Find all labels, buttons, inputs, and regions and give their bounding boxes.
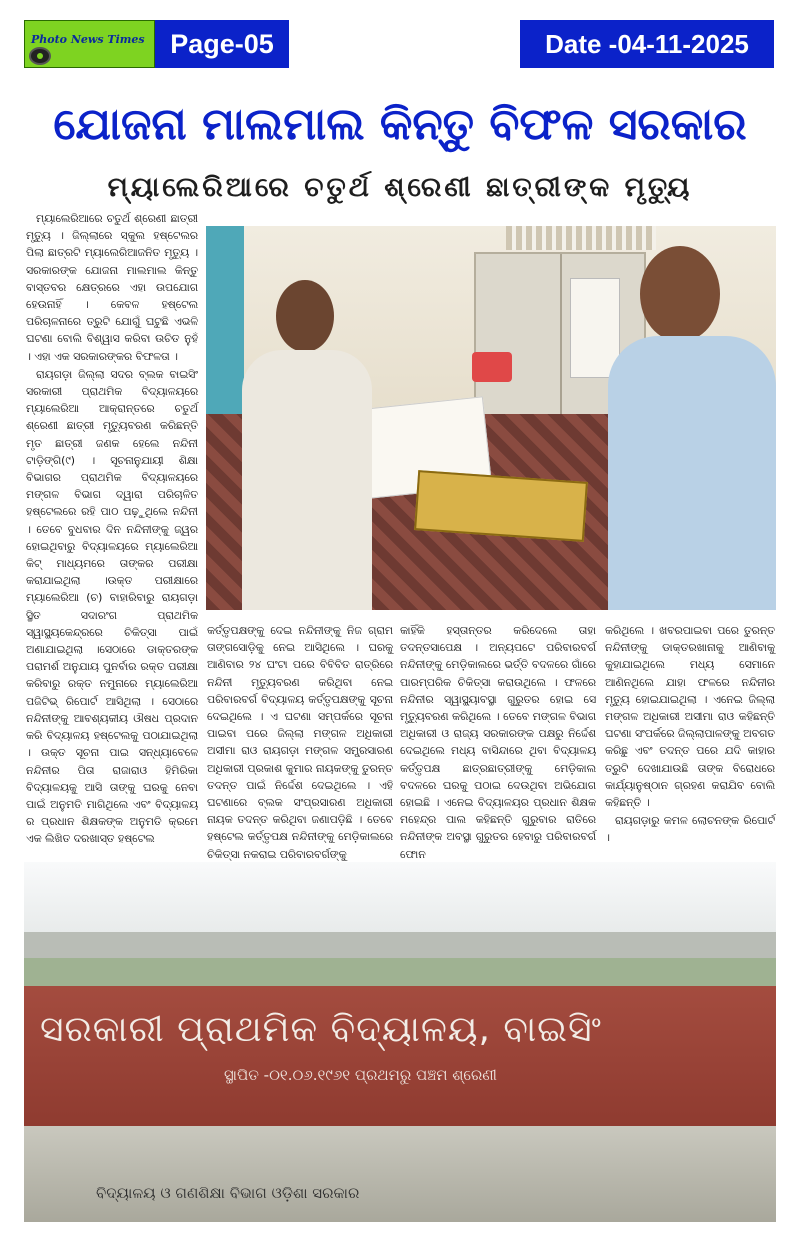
main-headline: ଯୋଜନା ମାଲମାଲ କିନ୍ତୁ ବିଫଳ ସରକାର: [53, 99, 747, 150]
brand-logo-text: Photo News Times: [31, 33, 145, 46]
article-paragraph: କରିଥିଲେ । ଖବରପାଇବା ପରେ ତୁରନ୍ତ ନନ୍ଦିନୀଙ୍କୁ ଡାକ୍ତରଖାନାକୁ ଆଣିବାକୁ କୁହାଯାଇଥିଲେ ମଧ୍ୟ ସେମାନେ ଆଣିନଥିଲେ ଯାହା ଫଳରେ ନନ୍ଦିନୀର ମୃତ୍ୟୁ ହୋଇଯାଇଥିଲା । ଏନେଇ ଜିଲ୍ଲା ମଙ୍ଗଳ ଅଧିକାରୀ ଅସୀମା ରାଓ କହିଛନ୍ତି ଘଟଣା ସଂପର୍କରେ ଜିଲ୍ଲାପାଳଙ୍କୁ ଅବଗତ କରିଛୁ ଏବଂ ତଦନ୍ତ ପରେ ଯଦି କାହାର ତ୍ରୁଟି ଦେଖାଯାଉଛି ତାଙ୍କ ବିରୋଧରେ କାର୍ଯ୍ୟାନୁଷ୍ଠାନ ଗ୍ରହଣ କରାଯିବ ବୋଲି କହିଛନ୍ତି ।: [605, 624, 775, 810]
photo-person-head: [276, 280, 334, 352]
article-column-3: [400, 622, 596, 861]
photo-person-seated-right: [594, 246, 776, 610]
article-column-1: [26, 210, 198, 902]
date-badge: Date -04-11-2025: [520, 20, 774, 68]
photo-person-body: [242, 350, 372, 610]
school-signboard-photo: [24, 862, 776, 1222]
photo-person-head: [640, 246, 720, 342]
reporter-byline: ରାୟଗଡ଼ାରୁ କମଳ ଲୋଚନଙ୍କ ରିପୋର୍ଟ ।: [605, 814, 775, 845]
film-reel-icon: [29, 47, 51, 65]
photo-register-book: [414, 470, 588, 542]
photo-pen-tray: [472, 352, 512, 382]
article-paragraph: କାହିଁକି ହସ୍ତାନ୍ତର କରିଦେଲେ ତାହା ତଦନ୍ତସାପେକ୍ଷ । ଅନ୍ୟପଟେ ପରିବାରବର୍ଗ ନନ୍ଦିନୀଙ୍କୁ ମେଡ଼ିକାଲରେ ଭର୍ତ୍ତି ବଦଳରେ ଗାଁରେ ପାରମ୍ପରିକ ଚିକିତ୍ସା କରାଉଥିଲେ । ଫଳରେ ନନ୍ଦିନୀର ସ୍ୱାସ୍ଥ୍ୟାବସ୍ଥା ଗୁରୁତର ହୋଇ ସେ ମୃତ୍ୟୁବରଣ କରିଥିଲେ । ତେବେ ମଙ୍ଗଳ ବିଭାଗ ଅଧିକାରୀ ଓ ରାଜ୍ୟ ସରକାରଙ୍କ ପକ୍ଷରୁ ନିର୍ଦ୍ଦେଶ ଦେଇଥିଲେ ମଧ୍ୟ ବାସିନ୍ଦାରେ ଥିବା ବିଦ୍ୟାଳୟ କର୍ତ୍ତୃପକ୍ଷ ଛାତ୍ରଛାତ୍ରୀଙ୍କୁ ମେଡ଼ିକାଲ ବଦଳରେ ଘରକୁ ପଠାଇ ଦେଉଥିବା ଅଭିଯୋଗ ହୋଇଛି । ଏନେଇ ବିଦ୍ୟାଳୟର ପ୍ରଧାନ ଶିକ୍ଷକ ମହେନ୍ଦ୍ର ପାଲ କହିଛନ୍ତି ଗୁରୁବାର ରାତିରେ ନନ୍ଦିନୀଙ୍କ ଅବସ୍ଥା ଗୁରୁତର ହେବାରୁ ପରିବାରବର୍ଗ ଫୋନ: [400, 624, 596, 861]
signboard-department: ବିଦ୍ୟାଳୟ ଓ ଗଣଶିକ୍ଷା ବିଭାଗ ଓଡ଼ିଶା ସରକାର: [96, 1184, 360, 1202]
signboard-school-name: ସରକାରୀ ପ୍ରାଥମିକ ବିଦ୍ୟାଳୟ, ବାଇସିଂ: [40, 1009, 602, 1050]
signboard-lower-wall: [24, 1126, 776, 1222]
article-paragraph: ମ୍ୟାଲେରିଆରେ ଚତୁର୍ଥ ଶ୍ରେଣୀ ଛାତ୍ରୀ ମୃତ୍ୟୁ । ଜିଲ୍ଲାରେ ସ୍କୁଲ ହଷ୍ଟେଲର ପିଲା ଛାତ୍ରଟି ମ୍ୟାଲେରିଆଜନିତ ମୃତ୍ୟୁ । ସରକାରଙ୍କ ଯୋଜନା ମାଲମାଲ କିନ୍ତୁ ବାସ୍ତବର କ୍ଷେତ୍ରରେ ଏହା ଉପଯୋଗ ହେଉନାହିଁ । କେବଳ ହଷ୍ଟେଲ ପରିଚାଳନାରେ ତ୍ରୁଟି ଯୋଗୁଁ ଘଟୁଛି ଏଭଳି ଘଟଣା ବୋଲି ବିଶ୍ୱାସ କରିବା ଉଚିତ ନୁହଁ । ଏହା ଏକ ସରକାରଙ୍କର ବିଫଳତା ।: [26, 212, 198, 363]
article-column-2: [207, 622, 393, 861]
photo-person-seated-left: [242, 280, 372, 610]
signboard-established: ସ୍ଥାପିତ -୦୧.୦୬.୧୯୬୧ ପ୍ରଥମରୁ ପଞ୍ଚମ ଶ୍ରେଣୀ: [224, 1066, 497, 1084]
signboard-green-band: [24, 958, 776, 986]
page-number-badge: Page-05: [155, 20, 289, 68]
sub-headline: ମ୍ୟାଲେରିଆରେ ଚତୁର୍ଥ ଶ୍ରେଣୀ ଛାତ୍ରୀଙ୍କ ମୃତ୍ୟୁ: [107, 172, 693, 203]
photo-person-body: [608, 336, 776, 610]
brand-logo: [24, 20, 155, 68]
article-paragraph: କର୍ତ୍ତୃପକ୍ଷଙ୍କୁ ଦେଇ ନନ୍ଦିନୀଙ୍କୁ ନିଜ ଗ୍ରାମ ତାଙ୍ଗସୋଡ଼ିକୁ ନେଇ ଆସିଥିଲେ । ଘରକୁ ଆଣିବାର ୨୪ ଘଂଟା ପରେ ବିବିବିତ ରାତ୍ରିରେ ନନ୍ଦିନୀ ମୃତ୍ୟୁବରଣ କରିଥିବା ନେଇ ପରିବାରବର୍ଗ ବିଦ୍ୟାଳୟ କର୍ତ୍ତୃପକ୍ଷଙ୍କୁ ସୂଚନା ଦେଇଥିଲେ । ଏ ଘଟଣା ସମ୍ପର୍କରେ ସୂଚନା ପାଇବା ପରେ ଜିଲ୍ଲା ମଙ୍ଗଳ ଅଧିକାରୀ ଅସୀମା ରାଓ ରାୟଗଡ଼ା ମଙ୍ଗଳ ସମ୍ପ୍ରସାରଣ ଅଧିକାରୀ ପ୍ରକାଶ କୁମାର ନାୟକଙ୍କୁ ତୁରନ୍ତ ତଦନ୍ତ ପାଇଁ ନିର୍ଦ୍ଦେଶ ଦେଇଥିଲେ । ଏହି ଘଟଣାରେ ବ୍ଲକ ସଂପ୍ରସାରଣ ଅଧିକାରୀ ନାୟକ ତଦନ୍ତ କରିଥିବା ଜଣାପଡ଼ିଛି । ତେବେ ହଷ୍ଟେଲ କର୍ତ୍ତୃପକ୍ଷ ନନ୍ଦିନୀଙ୍କୁ ମେଡ଼ିକାଲରେ ଚିକିତ୍ସା ନକରାଇ ପରିବାରବର୍ଗଙ୍କୁ: [207, 624, 393, 861]
article-paragraph: ରାୟଗଡ଼ା ଜିଲ୍ଲା ସଦର ବ୍ଲକ ବାଇସିଂ ସରକାରୀ ପ୍ରାଥମିକ ବିଦ୍ୟାଳୟରେ ମ୍ୟାଲେରିଆ ଆକ୍ରାନ୍ତରେ ଚତୁର୍ଥ ଶ୍ରେଣୀ ଛାତ୍ରୀ ମୃତ୍ୟୁବରଣ କରିଛନ୍ତି ମୃତ ଛାତ୍ରୀ ଜଣକ ହେଲେ ନନ୍ଦିନୀ ଟାଡ଼ିଙ୍ଗି(୯) । ସୂଚନାନୁଯାୟୀ ଶିକ୍ଷା ବିଭାଗର ପ୍ରାଥମିକ ବିଦ୍ୟାଳୟରେ ମଙ୍ଗଳ ବିଭାଗ ଦ୍ୱାରା ପରିଚାଳିତ ହଷ୍ଟେଲରେ ରହି ପାଠ ପଢ଼ୁଥିଲେ ନନ୍ଦିନୀ । ତେବେ ବୁଧବାର ଦିନ ନନ୍ଦିନୀଙ୍କୁ ଜ୍ୱର ହୋଇଥିବାରୁ ବିଦ୍ୟାଳୟରେ ମ୍ୟାଲେରିଆ କିଟ୍ ମାଧ୍ୟମରେ ତାଙ୍କର ପରୀକ୍ଷା କରାଯାଇଥିଲା ।ଉକ୍ତ ପରୀକ୍ଷାରେ ମ୍ୟାଲେରିଆ (ଚ) ବାହାରିବାରୁ ରାୟଗଡ଼ା ସ୍ଥିତ ସଦାରଂଗ ପ୍ରାଥମିକ ସ୍ୱାସ୍ଥ୍ୟକେନ୍ଦ୍ରରେ ଚିକିତ୍ସା ପାଇଁ ଅଣାଯାଇଥିଲା ।ସେଠାରେ ଡାକ୍ତରଙ୍କ ପରାମର୍ଶ ଅନୁଯାୟ ପୁନର୍ବାର ରକ୍ତ ପରୀକ୍ଷା କରିବାରୁ ରକ୍ତ ନମୁନାରେ ମ୍ୟାଲେରିଆ ପଜିଟିଭ୍ ରିପୋର୍ଟ ଆସିଥିଲା । ସେଠାରେ ନନ୍ଦିନୀଙ୍କୁ ଆବଶ୍ୟକୀୟ ଔଷଧ ପ୍ରଦାନ କରି ବିଦ୍ୟାଳୟ ହଷ୍ଟେଲକୁ ପଠାଯାଇଥିଲା । ଉକ୍ତ ସୂଚନା ପାଇ ସନ୍ଧ୍ୟାବେଳେ ନନ୍ଦିନୀର ପିତା ରାଜାରାଓ ହିମିରିକା ବିଦ୍ୟାଳୟକୁ ଆସି ତାଙ୍କୁ ଘରକୁ ନେବା ପାଇଁ ଅନୁମତି ମାଗିଥିଲେ ଏବଂ ବିଦ୍ୟାଳୟ ର ପ୍ରଧାନ ଶିକ୍ଷକଙ୍କ ଅନୁମତି କ୍ରମେ ଏକ ଲିଖିତ ଦରଖାସ୍ତ ହଷ୍ଟେଲ: [26, 367, 198, 846]
article-column-4: [605, 622, 775, 852]
news-photo-office-meeting: [206, 226, 776, 610]
